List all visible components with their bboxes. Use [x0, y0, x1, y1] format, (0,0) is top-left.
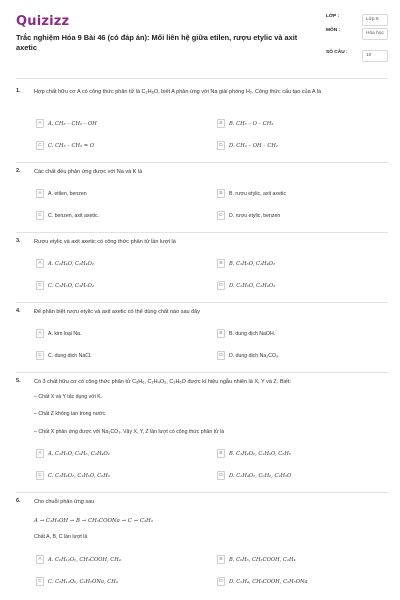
answer-option-c[interactable] [36, 576, 206, 587]
option-letter-d: D [217, 351, 225, 360]
answer-option-b[interactable] [217, 118, 387, 129]
question-divider [16, 232, 388, 233]
meta-key-subject: MÔN : [326, 28, 341, 33]
question-divider [16, 302, 388, 303]
option-text: C. benzen, axit axetic. [48, 212, 100, 219]
meta-key-count: SỐ CÂU : [326, 50, 348, 55]
option-letter-d: D [217, 141, 225, 150]
question-number: 3. [16, 238, 21, 244]
answer-option-a[interactable] [36, 448, 206, 459]
option-text: A. CH₃ – CH₂ – OH [48, 120, 97, 127]
question-subtext: Chất A, B, C lần lượt là [34, 534, 88, 540]
option-letter-c: C [36, 351, 44, 360]
option-letter-c: C [36, 141, 44, 150]
answer-option-a[interactable] [36, 118, 206, 129]
option-text: A. C₂H₆O, C₆H₆, C₂H₄O₂ [48, 450, 110, 457]
option-letter-c: C [36, 577, 44, 586]
answer-option-b[interactable] [217, 554, 387, 565]
option-letter-d: D [217, 471, 225, 480]
answer-option-a[interactable] [36, 188, 206, 199]
option-letter-a: A [36, 259, 44, 268]
option-text: B. rượu etylic, axit axetic [229, 190, 287, 197]
quizizz-logo: Quizizz [16, 14, 70, 29]
meta-row-count [326, 50, 388, 62]
question-divider [16, 492, 388, 493]
worksheet-header [0, 0, 400, 72]
option-letter-b: B [217, 259, 225, 268]
question-text: Hợp chất hữu cơ A có công thức phân tử là C₂H₆O, biết A phản ứng với Na giải phóng H₂. Công thức cấu tạo của A là [34, 89, 322, 95]
question-number: 2. [16, 168, 21, 174]
answer-option-d[interactable] [217, 280, 387, 291]
answer-option-b[interactable] [217, 258, 387, 269]
option-letter-d: D [217, 281, 225, 290]
option-text: C. C₂H₆O, C₃H₆O₂ [48, 282, 94, 289]
answer-option-b[interactable] [217, 328, 387, 339]
option-text: D. dung dịch Na₂CO₃. [229, 352, 280, 359]
worksheet-meta [326, 14, 388, 62]
option-text: B. CH₃ – O – CH₃ [229, 120, 274, 127]
question-number: 4. [16, 308, 21, 314]
meta-row-class [326, 14, 388, 28]
option-letter-b: B [217, 555, 225, 564]
question-condition: – Chất X phản ứng được với Na₂CO₃. Vậy X, Y, Z lần lượt có công thức phân tử là [34, 429, 225, 435]
question-condition: – Chất X và Y tác dụng với K. [34, 394, 103, 400]
answer-option-a[interactable] [36, 328, 206, 339]
question-6 [16, 498, 388, 596]
meta-key-class: LỚP : [326, 14, 340, 19]
option-letter-c: C [36, 471, 44, 480]
option-letter-a: A [36, 449, 44, 458]
option-letter-b: B [217, 329, 225, 338]
option-text: D. CH₂ – OH – CH₂ [229, 142, 278, 149]
option-text: D. C₂H₄, CH₃COOH, C₂H₅ONa [229, 578, 308, 585]
option-letter-b: B [217, 449, 225, 458]
question-divider [16, 162, 388, 163]
question-3 [16, 238, 388, 298]
option-letter-a: A [36, 119, 44, 128]
question-5 [16, 378, 388, 490]
option-letter-a: A [36, 555, 44, 564]
answer-option-c[interactable] [36, 280, 206, 291]
option-letter-a: A [36, 329, 44, 338]
answer-option-c[interactable] [36, 470, 206, 481]
question-text: Các chất đều phản ứng được với Na và K là [34, 169, 143, 175]
option-text: C. C₆H₁₂O₆, C₂H₅ONa, CH₄ [48, 578, 118, 585]
option-text: C. C₂H₄O₂, C₂H₆O, C₆H₆ [48, 472, 110, 479]
option-text: A. C₆H₁₂O₆, CH₃COOH, CH₄ [48, 556, 121, 563]
option-text: D. rượu etylic, benzen [229, 212, 281, 219]
option-text: B. C₂H₆O, C₂H₄O₂ [229, 260, 275, 267]
option-letter-c: C [36, 281, 44, 290]
option-text: C. CH₃ – CH₃ = O [48, 142, 95, 149]
option-text: A. etilen, benzen [48, 190, 87, 197]
answer-option-c[interactable] [36, 350, 206, 361]
answer-option-a[interactable] [36, 258, 206, 269]
meta-row-subject [326, 28, 388, 50]
option-text: D. C₂H₆O, C₂H₄O₂ [229, 282, 276, 289]
option-text: B. C₆H₆, CH₃COOH, C₂H₄ [229, 556, 296, 563]
option-text: C. dung dịch NaCl. [48, 352, 92, 359]
option-text: B. C₂H₄O₂, C₂H₆O, C₆H₆ [229, 450, 291, 457]
meta-value-count: 10 [362, 50, 388, 62]
question-number: 1. [16, 88, 21, 94]
option-letter-d: D [217, 211, 225, 220]
option-letter-a: A [36, 189, 44, 198]
meta-value-class: Lớp 9 [362, 14, 388, 26]
question-1 [16, 88, 388, 156]
answer-option-d[interactable] [217, 140, 387, 151]
answer-option-d[interactable] [217, 350, 387, 361]
question-divider [16, 372, 388, 373]
option-text: D. C₂H₄O₂, C₆H₆, C₂H₆O [229, 472, 292, 479]
question-condition: – Chất Z không tan trong nước. [34, 411, 107, 417]
option-letter-b: B [217, 119, 225, 128]
answer-option-d[interactable] [217, 470, 387, 481]
answer-option-a[interactable] [36, 554, 206, 565]
question-text: Rượu etylic và axit axetic có công thức phân tử lần lượt là [34, 239, 176, 245]
option-text: A. C₂H₄O, C₂H₄O₂ [48, 260, 94, 267]
answer-option-b[interactable] [217, 188, 387, 199]
question-text: Để phân biệt rượu etylic và axit axetic có thể dùng chất nào sau đây [34, 309, 200, 315]
answer-option-c[interactable] [36, 140, 206, 151]
meta-value-subject: Hóa học [362, 28, 388, 40]
question-text: Cho chuỗi phản ứng sau [34, 499, 95, 505]
answer-option-b[interactable] [217, 448, 387, 459]
header-divider [16, 78, 388, 79]
option-letter-b: B [217, 189, 225, 198]
reaction-chain: A → C₂H₅OH → B → CH₃COONa → C → C₂H₂ [34, 518, 153, 524]
answer-option-d[interactable] [217, 576, 387, 587]
option-text: B. dung dịch NaOH. [229, 330, 276, 337]
worksheet-title: Trắc nghiệm Hóa 9 Bài 46 (có đáp án): Mối liên hệ giữa etilen, rượu etylic và axit axetic [16, 33, 298, 52]
option-text: A. kim loại Na. [48, 330, 82, 337]
question-number: 6. [16, 498, 21, 504]
question-2 [16, 168, 388, 228]
answer-option-d[interactable] [217, 210, 387, 221]
option-letter-d: D [217, 577, 225, 586]
question-text: Có 3 chất hữu cơ có công thức phân tử C₆H₆, C₂H₄O₂, C₂H₆O được kí hiệu ngẫu nhiên là X, Y và Z. Biết: [34, 379, 291, 385]
option-letter-c: C [36, 211, 44, 220]
question-number: 5. [16, 378, 21, 384]
question-4 [16, 308, 388, 368]
answer-option-c[interactable] [36, 210, 206, 221]
